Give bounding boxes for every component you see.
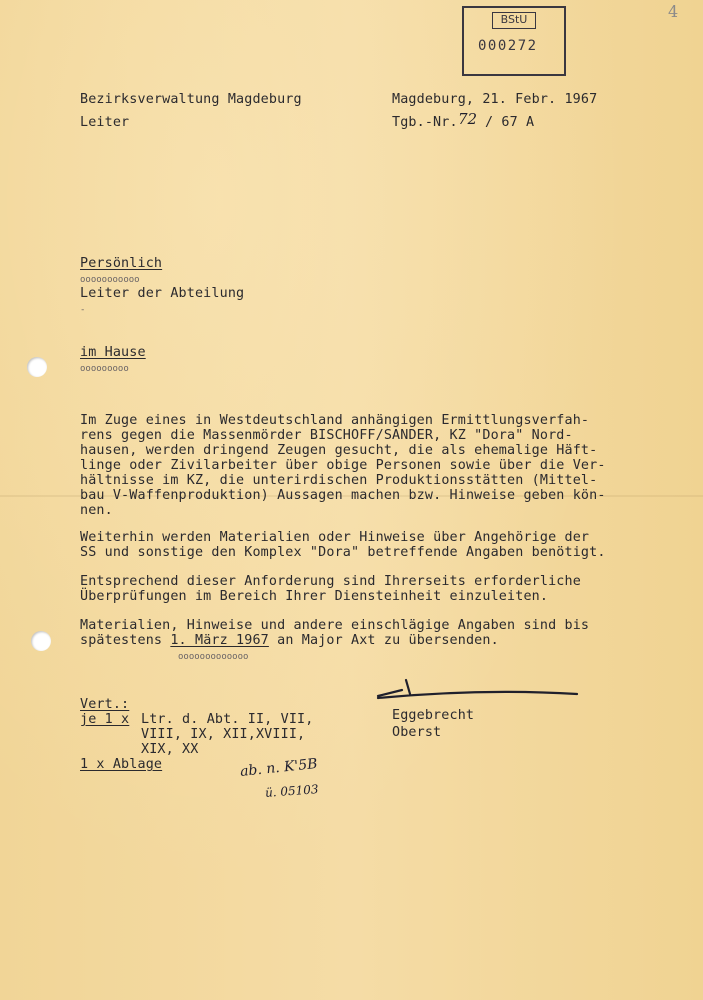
reference-suffix: / 67 A (485, 115, 535, 130)
reference-prefix: Tgb.-Nr. (392, 115, 458, 130)
page-number: 4 (668, 2, 679, 21)
sender-role: Leiter (80, 115, 130, 130)
handwritten-note-line1: ab. n. K'5B (239, 755, 319, 781)
body-line-deadline (80, 634, 499, 648)
body-line: rens gegen die Massenmörder BISCHOFF/SANDER, KZ "Dora" Nord- (80, 428, 573, 443)
body-line: bau V-Waffenproduktion) Aussagen machen bzw. Hinweise geben kön- (80, 488, 606, 503)
body-line: Weiterhin werden Materialien oder Hinweise über Angehörige der (80, 530, 590, 545)
recipient-line3: im Hause (80, 345, 146, 360)
stamp-label-box (492, 12, 536, 29)
dotted-underline: ooooooooooo (80, 275, 140, 285)
body-line: linge oder Zivilarbeiter über obige Personen sowie über die Ver- (80, 458, 606, 473)
body-line: hausen, werden dringend Zeugen gesucht, die als ehemalige Häft- (80, 443, 598, 458)
stamp-number: 000272 (478, 38, 538, 54)
body-line: hältnisse im KZ, die unterirdischen Produktionsstätten (Mittel- (80, 473, 598, 488)
distribution-line3: XIX, XX (141, 742, 199, 757)
deadline-date: 1. März 1967 (170, 633, 269, 648)
body-line: Überprüfungen im Bereich Ihrer Diensteinheit einzuleiten. (80, 589, 549, 604)
handwritten-note-line2: ü. 05103 (264, 782, 319, 800)
body-line: nen. (80, 503, 113, 518)
place-date: Magdeburg, 21. Febr. 1967 (392, 92, 598, 107)
distribution-line1: Ltr. d. Abt. II, VII, (141, 712, 314, 727)
punch-hole-bottom (31, 631, 51, 651)
distribution-line2: VIII, IX, XII,XVIII, (141, 727, 306, 742)
distribution-prefix: je 1 x (80, 712, 130, 727)
reference-handwritten-number: 72 (458, 110, 478, 128)
body-line: Im Zuge eines in Westdeutschland anhängigen Ermittlungsverfah- (80, 413, 590, 428)
archive-stamp (462, 6, 566, 76)
dotted-underline: ooooooooo (80, 364, 129, 374)
deadline-pre: spätestens (80, 633, 171, 648)
sender-org: Bezirksverwaltung Magdeburg (80, 92, 302, 107)
signature-rank: Oberst (392, 725, 442, 740)
stamp-label: BStU (500, 13, 528, 26)
dotted-mark: - (80, 305, 86, 315)
body-line: Entsprechend dieser Anforderung sind Ihrerseits erforderliche (80, 574, 581, 589)
signature-name: Eggebrecht (392, 708, 475, 723)
recipient-line2: Leiter der Abteilung (80, 286, 245, 301)
distribution-heading: Vert.: (80, 697, 130, 712)
recipient-line1: Persönlich (80, 256, 163, 271)
deadline-post: an Major Axt zu übersenden. (268, 633, 499, 648)
distribution-ablage: 1 x Ablage (80, 757, 163, 772)
signature-scribble (372, 672, 582, 708)
body-line: SS und sonstige den Komplex "Dora" betreffende Angaben benötigt. (80, 545, 606, 560)
body-line: Materialien, Hinweise und andere einschlägige Angaben sind bis (80, 618, 590, 633)
dotted-underline: ooooooooooooo (178, 652, 249, 662)
punch-hole-top (27, 357, 47, 377)
